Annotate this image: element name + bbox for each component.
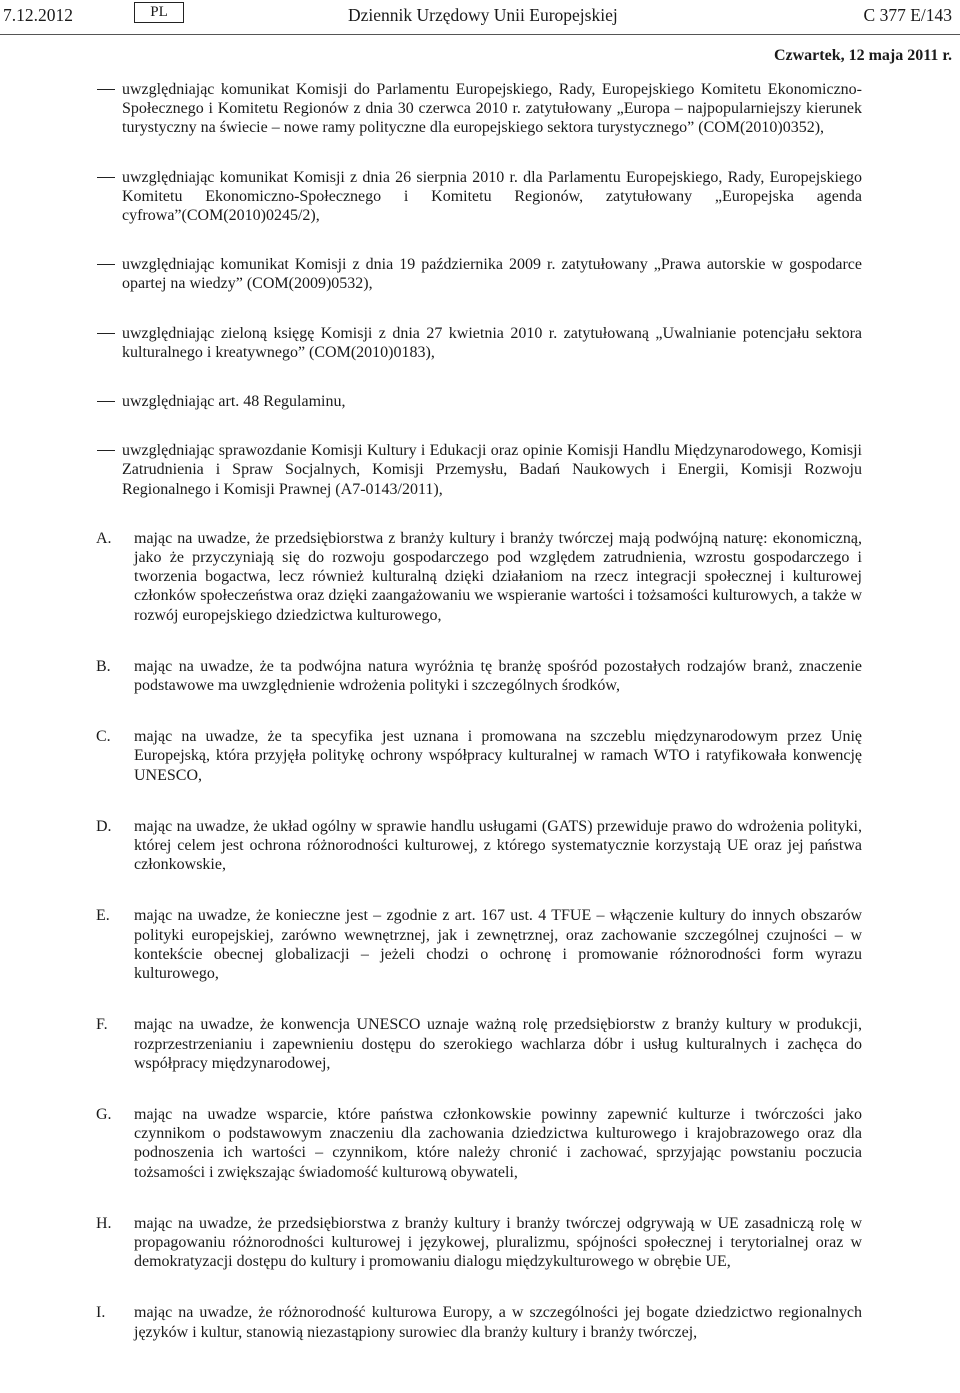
citation-item bbox=[122, 80, 862, 138]
recital-item bbox=[96, 1105, 862, 1182]
citation-text: uwzględniając sprawozdanie Komisji Kultury i Edukacji oraz opinie Komisji Handlu Międzynarodowego, Komisji Zatrudnienia i Spraw Socjalnych, Komisji Przemysłu, Badań Naukowych i Energii, Komisji Rozwoju Regionalnego i Komisji Prawnej (A7-0143/2011), bbox=[122, 442, 862, 498]
dash-mark bbox=[97, 89, 115, 90]
recital-label: C. bbox=[96, 728, 111, 746]
citation-item bbox=[122, 392, 862, 411]
recital-label: B. bbox=[96, 657, 111, 675]
recital-item bbox=[96, 1214, 862, 1272]
recital-label: E. bbox=[96, 907, 110, 925]
journal-title: Dziennik Urzędowy Unii Europejskiej bbox=[348, 5, 618, 25]
recital-label: A. bbox=[96, 529, 112, 547]
recital-item bbox=[96, 1303, 862, 1341]
dash-mark bbox=[97, 450, 115, 451]
document-body bbox=[0, 80, 960, 1374]
recital-label: G. bbox=[96, 1105, 112, 1123]
recital-item bbox=[96, 906, 862, 983]
recital-label: F. bbox=[96, 1016, 108, 1034]
citation-text: uwzględniając komunikat Komisji z dnia 19 października 2009 r. zatytułowany „Prawa autorskie w gospodarce opartej na wiedzy” (COM(2009)0532), bbox=[122, 256, 862, 293]
dash-mark bbox=[97, 401, 115, 402]
recital-text: mając na uwadze, że różnorodność kulturowa Europy, a w szczególności jej bogate dziedzictwo regionalnych języków i kultur, stanowią niezastąpiony surowiec dla branży kultury i branży twórczej, bbox=[134, 1304, 862, 1341]
citation-text: uwzględniając art. 48 Regulaminu, bbox=[122, 393, 346, 411]
dash-mark bbox=[97, 333, 115, 334]
recital-text: mając na uwadze, że konieczne jest – zgodnie z art. 167 ust. 4 TFUE – włączenie kultury do innych obszarów polityki europejskiej, zarówno wewnętrznej, jak i zewnętrznej, oraz zachowanie szczególnej czujności – w kontekście obecnej globalizacji – jeżeli chodzi o ochronę i promowanie różnorodności form wyrazu kulturowego, bbox=[134, 907, 862, 983]
recital-item bbox=[96, 727, 862, 785]
recital-item bbox=[96, 1015, 862, 1073]
recital-text: mając na uwadze wsparcie, które państwa członkowskie powinny zapewnić kulturze i twórczości jako czynnikom o podstawowym znaczeniu dla zachowania dziedzictwa kulturowego i krajobrazowego oraz dla podnoszenia ich wartości – czynnikom, które należy chronić i zachować, sprzyjając powstaniu poczucia tożsamości i zwiększając świadomość kulturową obywateli, bbox=[134, 1105, 862, 1181]
citation-text: uwzględniając zieloną księgę Komisji z dnia 27 kwietnia 2010 r. zatytułowaną „Uwalnianie potencjału sektora kulturalnego i kreatywnego” (COM(2010)0183), bbox=[122, 324, 862, 361]
citation-item bbox=[122, 255, 862, 293]
page-header bbox=[0, 0, 960, 34]
session-date: Czwartek, 12 maja 2011 r. bbox=[773, 47, 952, 64]
header-date: 7.12.2012 bbox=[3, 5, 73, 25]
citation-text: uwzględniając komunikat Komisji do Parlamentu Europejskiego, Rady, Europejskiego Komitetu Ekonomiczno-Społecznego i Komitetu Regionów z dnia 30 czerwca 2010 r. zatytułowany „Europa – najpopularniejszy kierunek turystyczny na świecie – nowe ramy polityczne dla europejskiego sektora turystycznego” (COM(2010)0352), bbox=[122, 81, 862, 137]
journal-reference: C 377 E/143 bbox=[863, 5, 952, 25]
citation-item bbox=[122, 168, 862, 226]
recital-text: mając na uwadze, że ta specyfika jest uznana i promowana na szczeblu międzynarodowym przez Unię Europejską, która przyjęła politykę ochrony współpracy kulturalnej w ramach WTO i ratyfikowała konwencję UNESCO, bbox=[134, 728, 862, 784]
dash-mark bbox=[97, 177, 115, 178]
recital-label: I. bbox=[96, 1304, 106, 1322]
header-rule bbox=[0, 34, 960, 35]
recital-item bbox=[96, 817, 862, 875]
recital-text: mając na uwadze, że przedsiębiorstwa z branży kultury i branży twórczej odgrywają w UE zasadniczą rolę w propagowaniu różnorodności kulturowej i językowej, pluralizmu, spójności społecznej i terytorialnej oraz w demokratyzacji dostępu do kultury i promowaniu dialogu międzykulturowego w obrębie UE, bbox=[134, 1214, 862, 1271]
recital-label: D. bbox=[96, 817, 112, 835]
language-badge: PL bbox=[134, 2, 184, 23]
citation-item bbox=[122, 441, 862, 499]
dash-mark bbox=[97, 264, 115, 265]
citation-text: uwzględniając komunikat Komisji z dnia 26 sierpnia 2010 r. dla Parlamentu Europejskiego, Rady, Europejskiego Komitetu Ekonomiczno-Społecznego i Komitetu Regionów, zatytułowany „Europejska agenda cyfrowa”(COM(2010)0245/2), bbox=[122, 168, 862, 225]
recital-text: mając na uwadze, że ta podwójna natura wyróżnia tę branżę spośród pozostałych rodzajów branż, znaczenie podstawowe ma uwzględnienie wdrożenia polityki i szczególnych środków, bbox=[134, 657, 862, 695]
recital-text: mając na uwadze, że konwencja UNESCO uznaje ważną rolę przedsiębiorstw z branży kultury w produkcji, rozprzestrzenianiu i zapewnieniu dostępu do szerokiego wachlarza dóbr i usług kulturalnych i zachęca do współpracy międzynarodowej, bbox=[134, 1016, 862, 1072]
recital-item bbox=[96, 529, 862, 625]
citation-item bbox=[122, 324, 862, 362]
recital-label: H. bbox=[96, 1214, 112, 1232]
recital-text: mając na uwadze, że układ ogólny w sprawie handlu usługami (GATS) przewiduje prawo do wdrożenia polityki, której celem jest ochrona różnorodności kulturowej, z którego systematycznie korzystają UE oraz jej państwa członkowskie, bbox=[134, 817, 862, 874]
recital-text: mając na uwadze, że przedsiębiorstwa z branży kultury i branży twórczej mają podwójną naturę: ekonomiczną, jako że przyczyniają się do rozwoju gospodarczego pod względem zatrudnienia, wzrostu gospodarczego i tworzenia bogactwa, lecz również kulturalną dzięki działaniom na rzecz integracji społecznej i kulturowej członków społeczeństwa oraz dzięki zaangażowaniu we wspieranie wartości i tożsamości kulturowych, a także w rozwój europejskiego dziedzictwa kulturowego, bbox=[134, 529, 862, 624]
recital-item bbox=[96, 657, 862, 695]
